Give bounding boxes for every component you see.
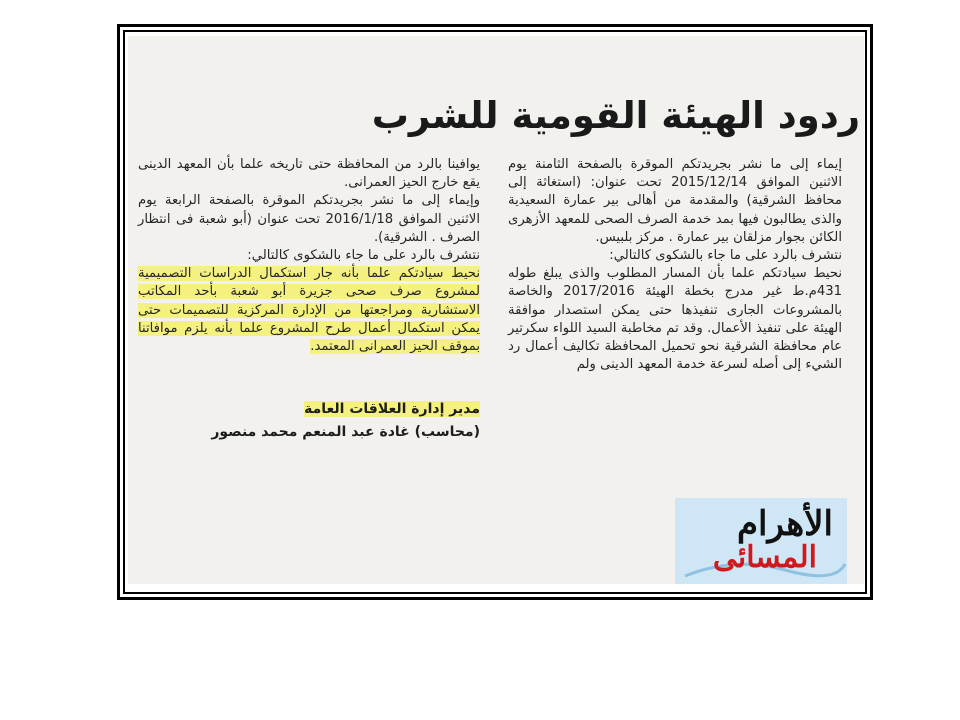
- signature-name: (محاسب) غادة عبد المنعم محمد منصور: [211, 424, 480, 440]
- column-right-paragraph-2: نتشرف بالرد على ما جاء بالشكوى كالتالي:: [609, 248, 842, 264]
- column-right: [508, 156, 842, 374]
- column-left-paragraph-1: يوافينا بالرد من المحافظة حتى تاريخه علما بأن المعهد الدينى يقع خارج الحيز العمرانى.: [138, 157, 480, 191]
- al-ahram-al-masai-logo: [675, 498, 847, 584]
- column-right-paragraph-3: نحيط سيادتكم علما بأن المسار المطلوب والذى يبلغ طوله 431م.ط غير مدرج بخطة الهيئة 2017/2016 والخاصة بالمشروعات الجارى تنفيذها حتى يمكن استصدار موافقة الهيئة على تنفيذ الأعمال. وقد تم مخاطبة السيد اللواء سكرتير عام محافظة الشرقية نحو تحميل المحافظة تكاليف أعمال رد الشيء إلى أصله لسرعة خدمة المعهد الدينى ولم: [508, 266, 842, 373]
- signature-title-highlight: مدير إدارة العلاقات العامة: [304, 401, 480, 417]
- column-left-paragraph-4: [138, 265, 480, 356]
- column-right-paragraph-1: إيماء إلى ما نشر بجريدتكم الموقرة بالصفحة الثامنة يوم الاثنين الموافق 2015/12/14 تحت عنوان: (استغاثة إلى محافظ الشرقية) والمقدمة من أهالى بير عمارة السعيدية والذى يطالبون فيها بمد خدمة الصرف الصحى للمعهد الأزهرى الكائن بجوار مزلقان بير عمارة . مركز بلبيس.: [508, 157, 842, 245]
- column-left-paragraph-3: نتشرف بالرد على ما جاء بالشكوى كالتالي:: [247, 248, 480, 264]
- highlighted-text: نحيط سيادتكم علما بأنه جار استكمال الدراسات التصميمية لمشروع صرف صحى جزيرة أبو شعبة بأحد المكاتب الاستشارية ومراجعتها من الإدارة المركزية للتصميمات حتى يمكن استكمال أعمال طرح المشروع علما بأنه يلزم موافاتنا بموقف الحيز العمرانى المعتمد.: [138, 266, 480, 355]
- column-left-paragraph-2: وإيماء إلى ما نشر بجريدتكم الموقرة بالصفحة الرابعة يوم الاثنين الموافق 2016/1/18 تحت عنوان (أبو شعبة فى انتظار الصرف . الشرقية).: [138, 193, 480, 245]
- signature-title: [138, 398, 480, 420]
- logo-top-text: الأهرام: [736, 504, 833, 544]
- headline: ردود الهيئة القومية للشرب: [371, 94, 860, 137]
- signature-block: [138, 398, 480, 444]
- column-left: [138, 156, 480, 356]
- logo-bottom-text: المسائى: [712, 540, 817, 575]
